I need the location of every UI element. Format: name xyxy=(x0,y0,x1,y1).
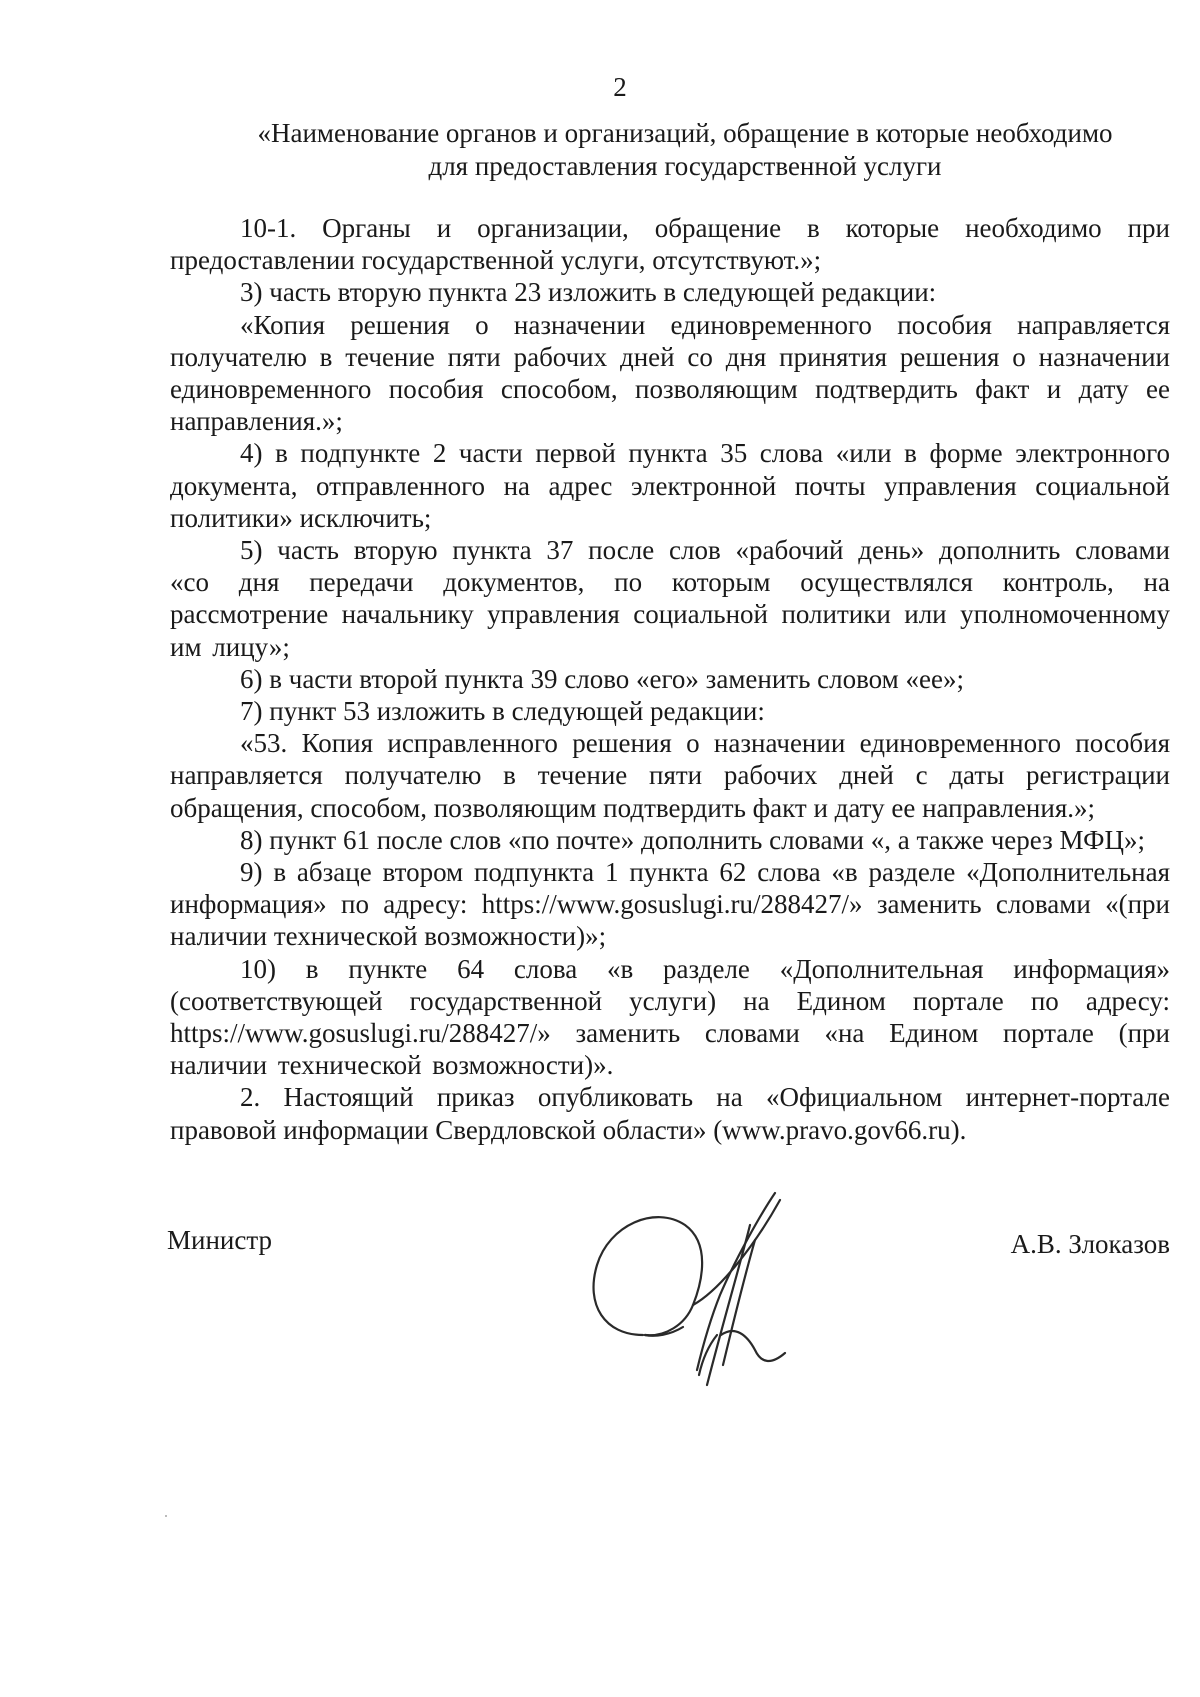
signatory-position: Министр xyxy=(167,1225,272,1255)
paragraph-item-3-text: «Копия решения о назначении единовременного пособия направляется получателю в течение пяти рабочих дней со дня принятия решения о назначении единовременного пособия способом, позволяющим подтвердить факт и дату ее направления.»; xyxy=(170,309,1170,437)
section-heading xyxy=(220,117,1150,183)
section-heading-line-1: «Наименование органов и организаций, обращение в которые необходимо xyxy=(257,118,1113,148)
handwritten-signature-icon xyxy=(585,1185,820,1400)
document-body xyxy=(170,212,1170,1146)
paragraph-item-6: 6) в части второй пункта 39 слово «его» заменить словом «ее»; xyxy=(240,663,964,694)
page-number: 2 xyxy=(613,72,627,102)
paragraph-item-4: 4) в подпункте 2 части первой пункта 35 слова «или в форме электронного документа, отправленного на адрес электронной почты управления социальной политики» исключить; xyxy=(170,438,1170,533)
paragraph-item-9: 9) в абзаце втором подпункта 1 пункта 62 слова «в разделе «Дополнительная информация» по адресу: https://www.gosuslugi.ru/288427/» заменить словами «(при наличии технической возможности)»; xyxy=(170,857,1170,952)
paragraph-publish-order: 2. Настоящий приказ опубликовать на «Официальном интернет-портале правовой информации Свердловской области» (www.pravo.gov66.ru). xyxy=(170,1082,1170,1145)
paragraph-item-7: 7) пункт 53 изложить в следующей редакции: xyxy=(240,696,765,727)
paragraph-10-1: 10-1. Органы и организации, обращение в которые необходимо при предоставлении государственной услуги, отсутствуют.»; xyxy=(170,213,1170,276)
signatory-name: А.В. Злоказов xyxy=(1010,1229,1170,1259)
paragraph-item-7-text: «53. Копия исправленного решения о назначении единовременного пособия направляется получателю в течение пяти рабочих дней с даты регистрации обращения, способом, позволяющим подтвердить факт и дату ее направления.»; xyxy=(170,728,1170,823)
paragraph-item-8: 8) пункт 61 после слов «по почте» дополнить словами «, а также через МФЦ»; xyxy=(240,824,1145,855)
section-heading-line-2: для предоставления государственной услуги xyxy=(428,151,942,181)
scan-speck xyxy=(165,1515,167,1517)
paragraph-item-3: 3) часть вторую пункта 23 изложить в следующей редакции: xyxy=(240,277,937,308)
paragraph-item-5: 5) часть вторую пункта 37 после слов «рабочий день» дополнить словами «со дня передачи документов, по которым осуществлялся контроль, на рассмотрение начальнику управления социальной политики или уполномоченному им лицу»; xyxy=(170,535,1170,662)
paragraph-item-10: 10) в пункте 64 слова «в разделе «Дополнительная информация» (соответствующей государственной услуги) на Едином портале по адресу: https://www.gosuslugi.ru/288427/» заменить словами «на Едином портале (при наличии технической возможности)». xyxy=(170,953,1170,1081)
